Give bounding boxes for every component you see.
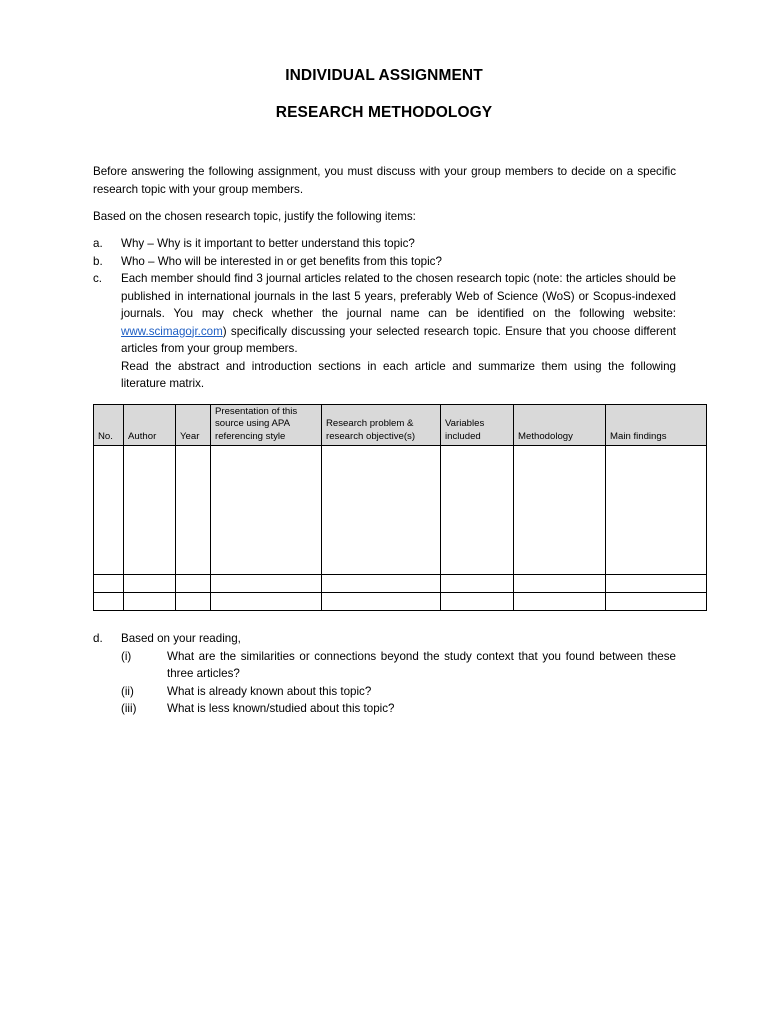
item-c-text-after-link: ) specifically discussing your selected research topic. Ensure that you choose different articles from your group members. [121, 324, 676, 355]
header-year: Year [176, 405, 211, 446]
table-cell [94, 575, 124, 593]
sub-item-marker: (iii) [121, 702, 137, 715]
list-item-c [93, 270, 676, 393]
list-marker: d. [93, 632, 103, 645]
table-row [94, 575, 707, 593]
table-cell [514, 575, 606, 593]
list-item-d [93, 630, 676, 648]
table-cell [441, 446, 514, 575]
lead-paragraph: Based on the chosen research topic, justify the following items: [93, 210, 416, 223]
item-d-list [93, 630, 676, 718]
table-cell [606, 593, 707, 611]
item-c-paragraph-2: Read the abstract and introduction sections in each article and summarize them using the following literature matrix. [121, 359, 676, 390]
table-cell [176, 575, 211, 593]
item-c-text-before-link: Each member should find 3 journal articles related to the chosen research topic (note: the articles should be published in international journals in the last 5 years, preferably Web of Science (WoS) or Scopus-indexed journals. You may check whether the journal name can be identified on the following website: [121, 272, 676, 320]
header-research-problem: Research problem & research objective(s) [322, 405, 441, 446]
table-cell [211, 446, 322, 575]
table-cell [606, 446, 707, 575]
list-marker: a. [93, 237, 103, 250]
table-row [94, 446, 707, 575]
item-c-paragraph [121, 270, 676, 358]
header-author: Author [124, 405, 176, 446]
list-item-a [93, 235, 676, 253]
header-apa-reference: Presentation of this source using APA referencing style [211, 405, 322, 446]
table-row [94, 593, 707, 611]
document-title: INDIVIDUAL ASSIGNMENT [285, 67, 483, 84]
list-item-b [93, 253, 676, 271]
table-cell [94, 446, 124, 575]
sub-item-iii [121, 700, 676, 718]
table-cell [322, 593, 441, 611]
table-cell [124, 593, 176, 611]
table-cell [176, 593, 211, 611]
table-cell [176, 446, 211, 575]
sub-item-ii [121, 683, 676, 701]
list-item-text: Why – Why is it important to better understand this topic? [121, 237, 415, 250]
header-main-findings: Main findings [606, 405, 707, 446]
header-methodology: Methodology [514, 405, 606, 446]
table-cell [514, 446, 606, 575]
sub-item-text: What are the similarities or connections beyond the study context that you found between these three articles? [167, 649, 676, 680]
list-item-text: Based on your reading, [121, 632, 241, 645]
sub-item-text: What is less known/studied about this topic? [167, 702, 395, 715]
list-marker: b. [93, 254, 103, 268]
sub-item-i [121, 648, 676, 683]
table-cell [441, 593, 514, 611]
table-cell [322, 446, 441, 575]
sub-item-marker: (ii) [121, 684, 134, 698]
table-header-row [94, 405, 707, 446]
literature-matrix-table [93, 404, 707, 611]
items-list [93, 235, 676, 393]
sub-item-text: What is already known about this topic? [167, 684, 372, 698]
table-cell [441, 575, 514, 593]
list-item-text: Who – Who will be interested in or get benefits from this topic? [121, 254, 442, 268]
intro-paragraph: Before answering the following assignment, you must discuss with your group members to decide on a specific research topic with your group members. [93, 165, 676, 196]
header-no: No. [94, 405, 124, 446]
table-cell [124, 575, 176, 593]
table-cell [322, 575, 441, 593]
document-subtitle: RESEARCH METHODOLOGY [275, 104, 493, 121]
table-cell [211, 575, 322, 593]
scimagojr-link[interactable]: www.scimagojr.com [121, 324, 223, 338]
list-item-text [121, 270, 676, 393]
table-cell [211, 593, 322, 611]
list-marker: c. [93, 272, 103, 285]
table-cell [94, 593, 124, 611]
header-variables: Variables included [441, 405, 514, 446]
sub-item-marker: (i) [121, 649, 132, 663]
table-cell [514, 593, 606, 611]
table-cell [606, 575, 707, 593]
table-cell [124, 446, 176, 575]
